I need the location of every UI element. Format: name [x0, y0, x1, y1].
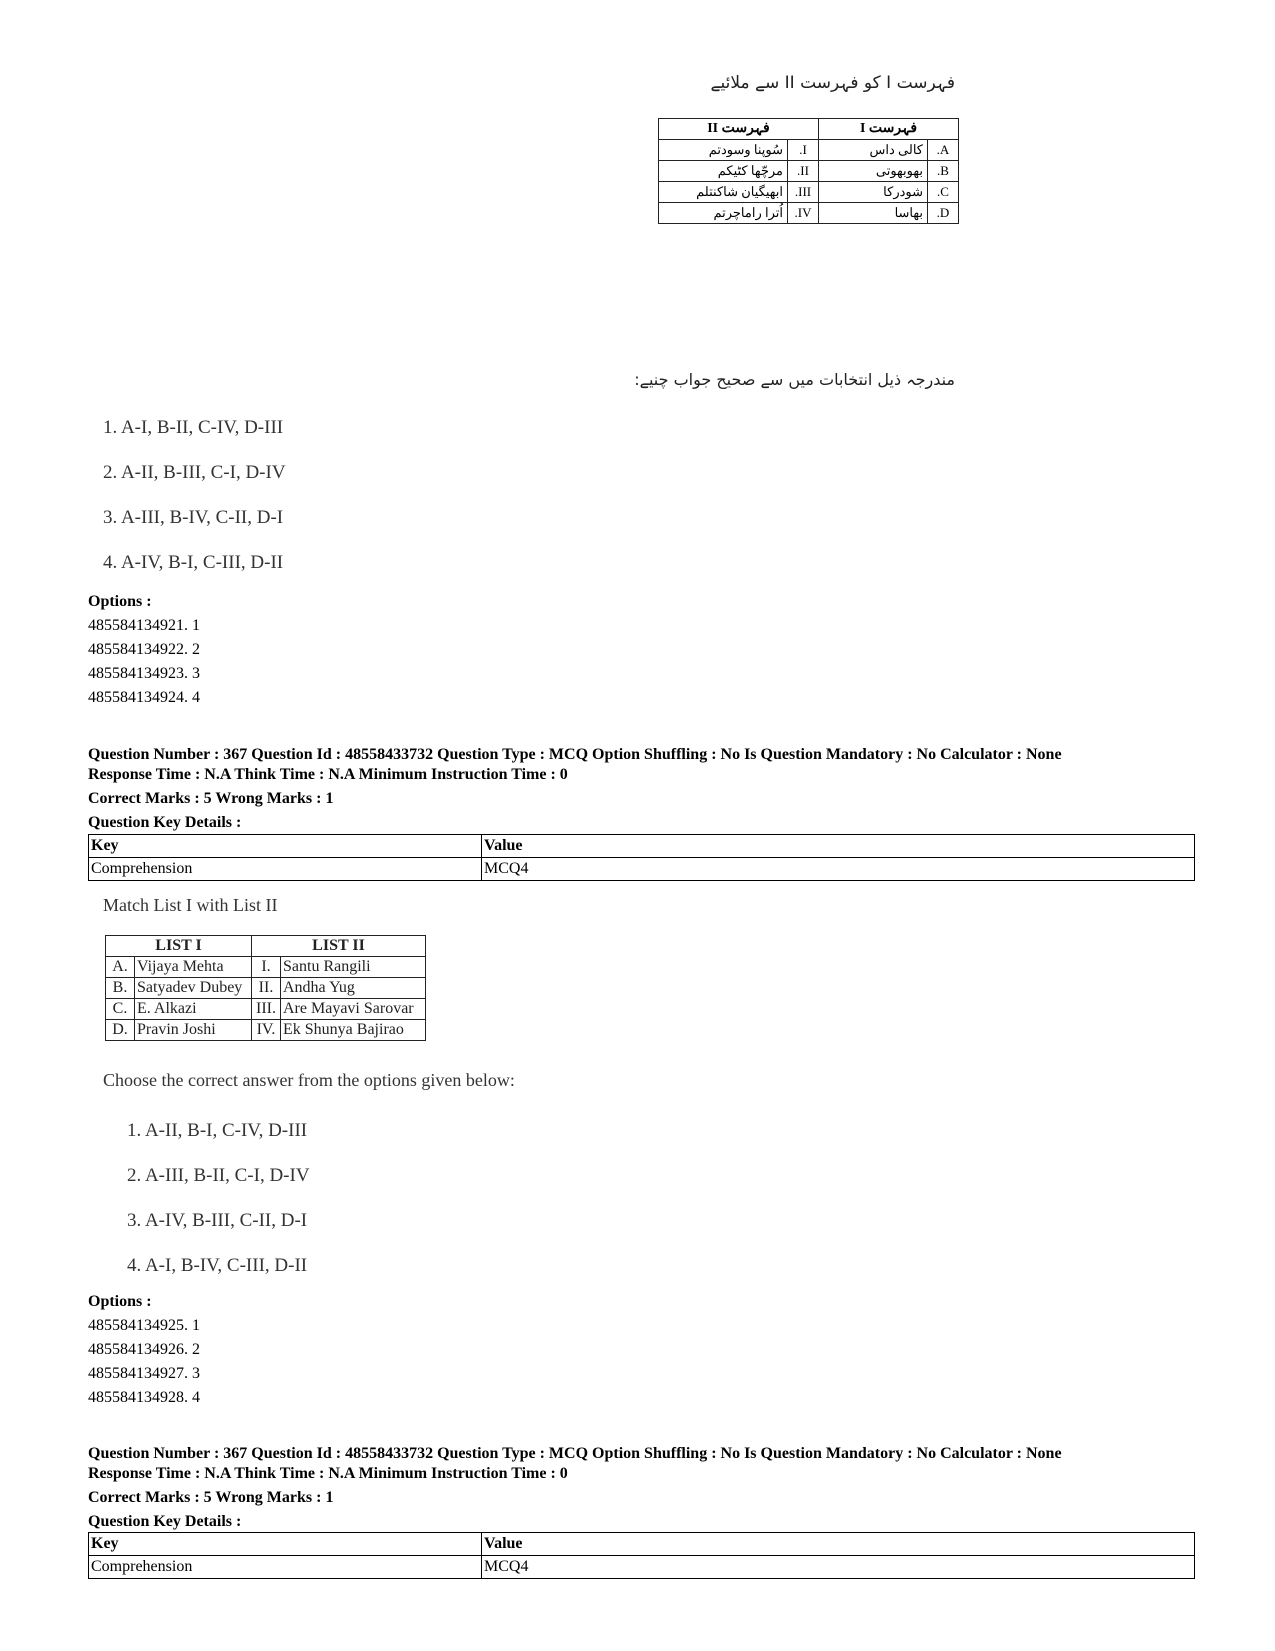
options-block: [88, 1290, 200, 1410]
row-numeral: IV.: [788, 203, 819, 224]
table-row: [106, 978, 426, 999]
row-numeral: III.: [252, 999, 281, 1020]
list1-item: بھوبھوتی: [819, 161, 928, 182]
list2-header: LIST II: [252, 936, 426, 957]
list1-item: Satyadev Dubey: [135, 978, 252, 999]
urdu-question-title: فہرست I کو فہرست II سے ملائیے: [710, 73, 955, 93]
value-cell: MCQ4: [482, 1556, 1195, 1579]
table-row: [659, 203, 959, 224]
table-row: [659, 182, 959, 203]
question-meta: [88, 745, 1198, 833]
table-row: [106, 957, 426, 978]
list2-item: Santu Rangili: [281, 957, 426, 978]
match-list-table: [105, 935, 426, 1041]
timing-info-line: Response Time : N.A Think Time : N.A Minimum Instruction Time : 0: [88, 1465, 568, 1482]
option-id: 485584134926. 2: [88, 1341, 200, 1358]
table-row: [106, 1020, 426, 1041]
key-header: Key: [89, 1533, 482, 1556]
table-row: [106, 999, 426, 1020]
urdu-choose-instruction: مندرجہ ذیل انتخابات میں سے صحیح جواب چنیے:: [634, 370, 955, 389]
list1-header: LIST I: [106, 936, 252, 957]
table-header-row: [89, 1533, 1195, 1556]
answer-choices: [127, 1108, 310, 1288]
option-id: 485584134925. 1: [88, 1317, 200, 1334]
urdu-match-table: [658, 118, 959, 224]
answer-choice: 4. A-IV, B-I, C-III, D-II: [103, 552, 284, 573]
answer-choice: 2. A-III, B-II, C-I, D-IV: [127, 1165, 310, 1186]
row-numeral: IV.: [252, 1020, 281, 1041]
value-header: Value: [482, 835, 1195, 858]
row-letter: C.: [106, 999, 135, 1020]
list2-item: ابھیگیان شاکنتلم: [659, 182, 788, 203]
answer-choice: 3. A-III, B-IV, C-II, D-I: [103, 507, 284, 528]
table-row: [89, 858, 1195, 881]
row-letter: A.: [106, 957, 135, 978]
value-cell: MCQ4: [482, 858, 1195, 881]
row-numeral: II.: [788, 161, 819, 182]
urdu-list1-header: فہرست I: [819, 119, 959, 140]
row-letter: C.: [928, 182, 959, 203]
answer-choices: [103, 405, 286, 585]
urdu-table-header: [659, 119, 959, 140]
choose-instruction: Choose the correct answer from the options given below:: [103, 1070, 515, 1090]
list2-item: Are Mayavi Sarovar: [281, 999, 426, 1020]
row-letter: A.: [928, 140, 959, 161]
row-numeral: II.: [252, 978, 281, 999]
list1-item: Vijaya Mehta: [135, 957, 252, 978]
answer-choice: 4. A-I, B-IV, C-III, D-II: [127, 1255, 308, 1276]
row-letter: D.: [106, 1020, 135, 1041]
marks-info-line: Correct Marks : 5 Wrong Marks : 1: [88, 790, 334, 807]
list-table-header: [106, 936, 426, 957]
answer-choice: 3. A-IV, B-III, C-II, D-I: [127, 1210, 308, 1231]
option-id: 485584134928. 4: [88, 1389, 200, 1406]
row-letter: B.: [106, 978, 135, 999]
question-meta: [88, 1444, 1198, 1532]
table-header-row: [89, 835, 1195, 858]
question-info-line: Question Number : 367 Question Id : 48558433732 Question Type : MCQ Option Shuffling : No Is Question Mandatory : No Calculator : None: [88, 1445, 1062, 1462]
row-numeral: I.: [252, 957, 281, 978]
answer-choice: 1. A-I, B-II, C-IV, D-III: [103, 417, 284, 438]
table-row: [89, 1556, 1195, 1579]
row-numeral: I.: [788, 140, 819, 161]
question-info-line: Question Number : 367 Question Id : 48558433732 Question Type : MCQ Option Shuffling : No Is Question Mandatory : No Calculator : None: [88, 746, 1062, 763]
key-cell: Comprehension: [89, 858, 482, 881]
options-heading: Options :: [88, 1293, 152, 1310]
row-numeral: III.: [788, 182, 819, 203]
table-row: [659, 161, 959, 182]
value-header: Value: [482, 1533, 1195, 1556]
row-letter: B.: [928, 161, 959, 182]
urdu-list2-header: فہرست II: [659, 119, 819, 140]
match-question-title: Match List I with List II: [103, 895, 278, 915]
answer-choice: 2. A-II, B-III, C-I, D-IV: [103, 462, 286, 483]
answer-choice: 1. A-II, B-I, C-IV, D-III: [127, 1120, 308, 1141]
options-heading: Options :: [88, 593, 152, 610]
list1-item: E. Alkazi: [135, 999, 252, 1020]
key-details-table: [88, 834, 1195, 881]
list2-item: مرچّھا کٹیکم: [659, 161, 788, 182]
option-id: 485584134924. 4: [88, 689, 200, 706]
key-details-heading: Question Key Details :: [88, 1513, 242, 1530]
timing-info-line: Response Time : N.A Think Time : N.A Minimum Instruction Time : 0: [88, 766, 568, 783]
table-row: [659, 140, 959, 161]
option-id: 485584134927. 3: [88, 1365, 200, 1382]
options-block: [88, 590, 200, 710]
option-id: 485584134921. 1: [88, 617, 200, 634]
list2-item: Andha Yug: [281, 978, 426, 999]
option-id: 485584134923. 3: [88, 665, 200, 682]
list2-item: Ek Shunya Bajirao: [281, 1020, 426, 1041]
list1-item: Pravin Joshi: [135, 1020, 252, 1041]
list1-item: شودرکا: [819, 182, 928, 203]
list2-item: اُترا راماچرتم: [659, 203, 788, 224]
list2-item: سُوپنا وسودتم: [659, 140, 788, 161]
list1-item: بھاسا: [819, 203, 928, 224]
list1-item: کالی داس: [819, 140, 928, 161]
marks-info-line: Correct Marks : 5 Wrong Marks : 1: [88, 1489, 334, 1506]
key-details-table: [88, 1532, 1195, 1579]
option-id: 485584134922. 2: [88, 641, 200, 658]
row-letter: D.: [928, 203, 959, 224]
key-cell: Comprehension: [89, 1556, 482, 1579]
key-header: Key: [89, 835, 482, 858]
key-details-heading: Question Key Details :: [88, 814, 242, 831]
